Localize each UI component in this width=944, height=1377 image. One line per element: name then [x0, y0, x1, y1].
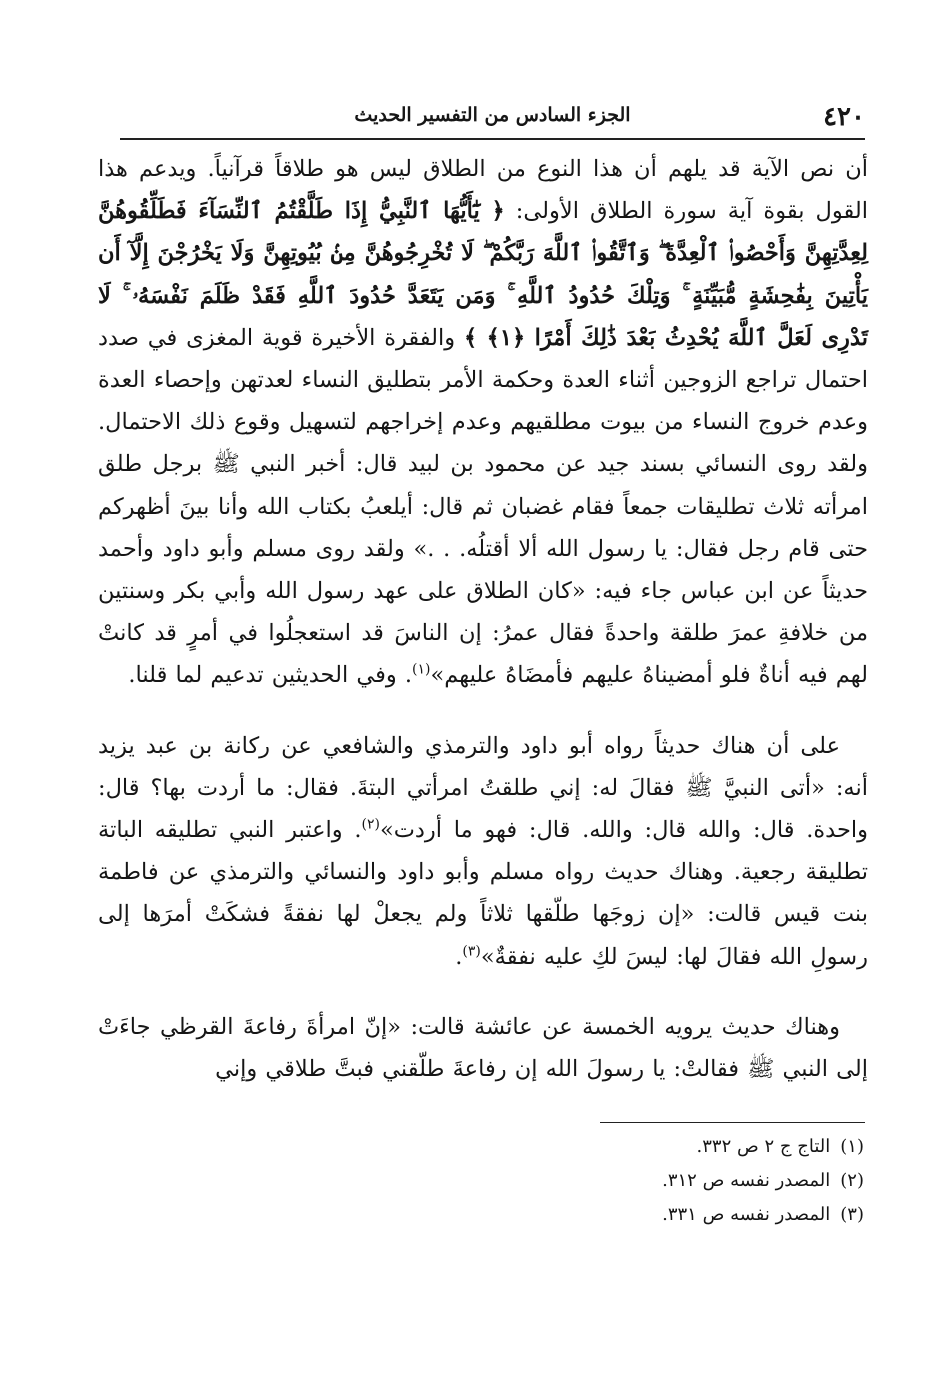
footnote-text: التاج ج ٢ ص ٣٣٢.	[696, 1136, 831, 1157]
paragraph-2-text-a: على أن هناك حديثاً رواه أبو داود والترمذي والشافعي عن ركانة بن عبد يزيد أنه: «أتى النبيَّ ﷺ فقالَ له: إني طلقتُ امرأتي البتةَ. فقال: ما أردت بها؟ قال: واحدة. قال: والله قال: والله. قال: فهو ما أردت»	[98, 732, 868, 844]
paragraph-3-text: وهناك حديث يرويه الخمسة عن عائشة قالت: «إنّ امرأةَ رفاعةَ القرظي جاءَتْ إلى النبي ﷺ فقالتْ: يا رسولَ الله إن رفاعةَ طلّقني فبتَّ طلاقي وإني	[98, 1013, 868, 1083]
footnotes	[464, 1130, 864, 1232]
running-header	[120, 98, 865, 140]
paragraph-2	[98, 725, 868, 978]
paragraph-3	[98, 1006, 868, 1090]
quran-verse: ﴿ يَٰٓأَيُّهَا ٱلنَّبِيُّ إِذَا طَلَّقْتُمُ ٱلنِّسَآءَ فَطَلِّقُوهُنَّ لِعِدَّتِهِنَّ وَأَحْصُوا۟ ٱلْعِدَّةَ ۖ وَٱتَّقُوا۟ ٱللَّهَ رَبَّكُمْ ۖ لَا تُخْرِجُوهُنَّ مِنۢ بُيُوتِهِنَّ وَلَا يَخْرُجْنَ إِلَّآ أَن يَأْتِينَ بِفَٰحِشَةٍ مُّبَيِّنَةٍ ۚ وَتِلْكَ حُدُودُ ٱللَّهِ ۚ وَمَن يَتَعَدَّ حُدُودَ ٱللَّهِ فَقَدْ ظَلَمَ نَفْسَهُۥ ۚ لَا تَدْرِى لَعَلَّ ٱللَّهَ يُحْدِثُ بَعْدَ ذَٰلِكَ أَمْرًا ﴿١﴾ ﴾	[98, 198, 868, 351]
footnote-1	[464, 1130, 864, 1164]
paragraph-1-text-a: أن نص الآية قد يلهم أن هذا النوع من الطلاق ليس هو طلاقاً قرآنياً. ويدعم هذا القول بقوة آية سورة الطلاق الأولى:	[98, 156, 868, 225]
footnote-text: المصدر نفسه ص ٣٣١.	[662, 1204, 831, 1225]
footnote-text: المصدر نفسه ص ٣١٢.	[662, 1170, 831, 1191]
paragraph-2-text-b: . واعتبر النبي تطليقه الباتة تطليقة رجعية. وهناك حديث رواه مسلم وأبو داود والنسائي والترمذي عن فاطمة بنت قيس قالت: «إن زوجَها طلّقها ثلاثاً ولم يجعلْ لها نفقةً فشكَتْ أمرَها إلى رسولِ الله فقالَ لها: ليسَ لكِ عليه نفقةٌ»	[98, 817, 868, 970]
book-title: الجزء السادس من التفسير الحديث	[354, 104, 631, 126]
footnote-3	[464, 1198, 864, 1232]
page-number: ٤٢٠	[823, 102, 865, 132]
paragraph-1-text-b: والفقرة الأخيرة قوية المغزى في صدد احتمال تراجع الزوجين أثناء العدة وحكمة الأمر بتطليق النساء لعدتهن وإحصاء العدة وعدم خروج النساء من بيوت مطلقيهم وعدم إخراجهم لتسهيل وقوع ذلك الاحتمال. ولقد روى النسائي بسند جيد عن محمود بن لبيد قال: أخبر النبي ﷺ برجل طلق امرأته ثلاث تطليقات جمعاً فقام غضبان ثم قال: أيلعبُ بكتاب الله وأنا بينَ أظهركم حتى قام رجل فقال: يا رسول الله ألا أقتلُه. . .» ولقد روى مسلم وأبو داود وأحمد حديثاً عن ابن عباس جاء فيه: «كان الطلاق على عهد رسول الله وأبي بكر وسنتين من خلافةِ عمرَ طلقة واحدةً فقال عمرُ: إن الناسَ قد استعجلُوا في أمرٍ قد كانتْ لهم فيه أناةٌ فلو أمضيناهُ عليهم فأمضَاهُ عليهم»	[98, 324, 868, 689]
footnote-ref-1[interactable]: (١)	[412, 661, 431, 678]
paragraph-1	[98, 148, 868, 697]
footnote-number: (١)	[840, 1136, 864, 1157]
footnote-ref-3[interactable]: (٣)	[462, 943, 481, 960]
main-text	[98, 148, 868, 1090]
footnote-number: (٢)	[840, 1170, 864, 1191]
footnote-divider	[600, 1122, 865, 1123]
footnote-number: (٣)	[840, 1204, 864, 1225]
footnote-ref-2[interactable]: (٢)	[361, 816, 380, 833]
paragraph-2-text-c: .	[455, 943, 463, 970]
footnote-2	[464, 1164, 864, 1198]
paragraph-1-text-c: . وفي الحديثين تدعيم لما قلنا.	[128, 662, 413, 689]
